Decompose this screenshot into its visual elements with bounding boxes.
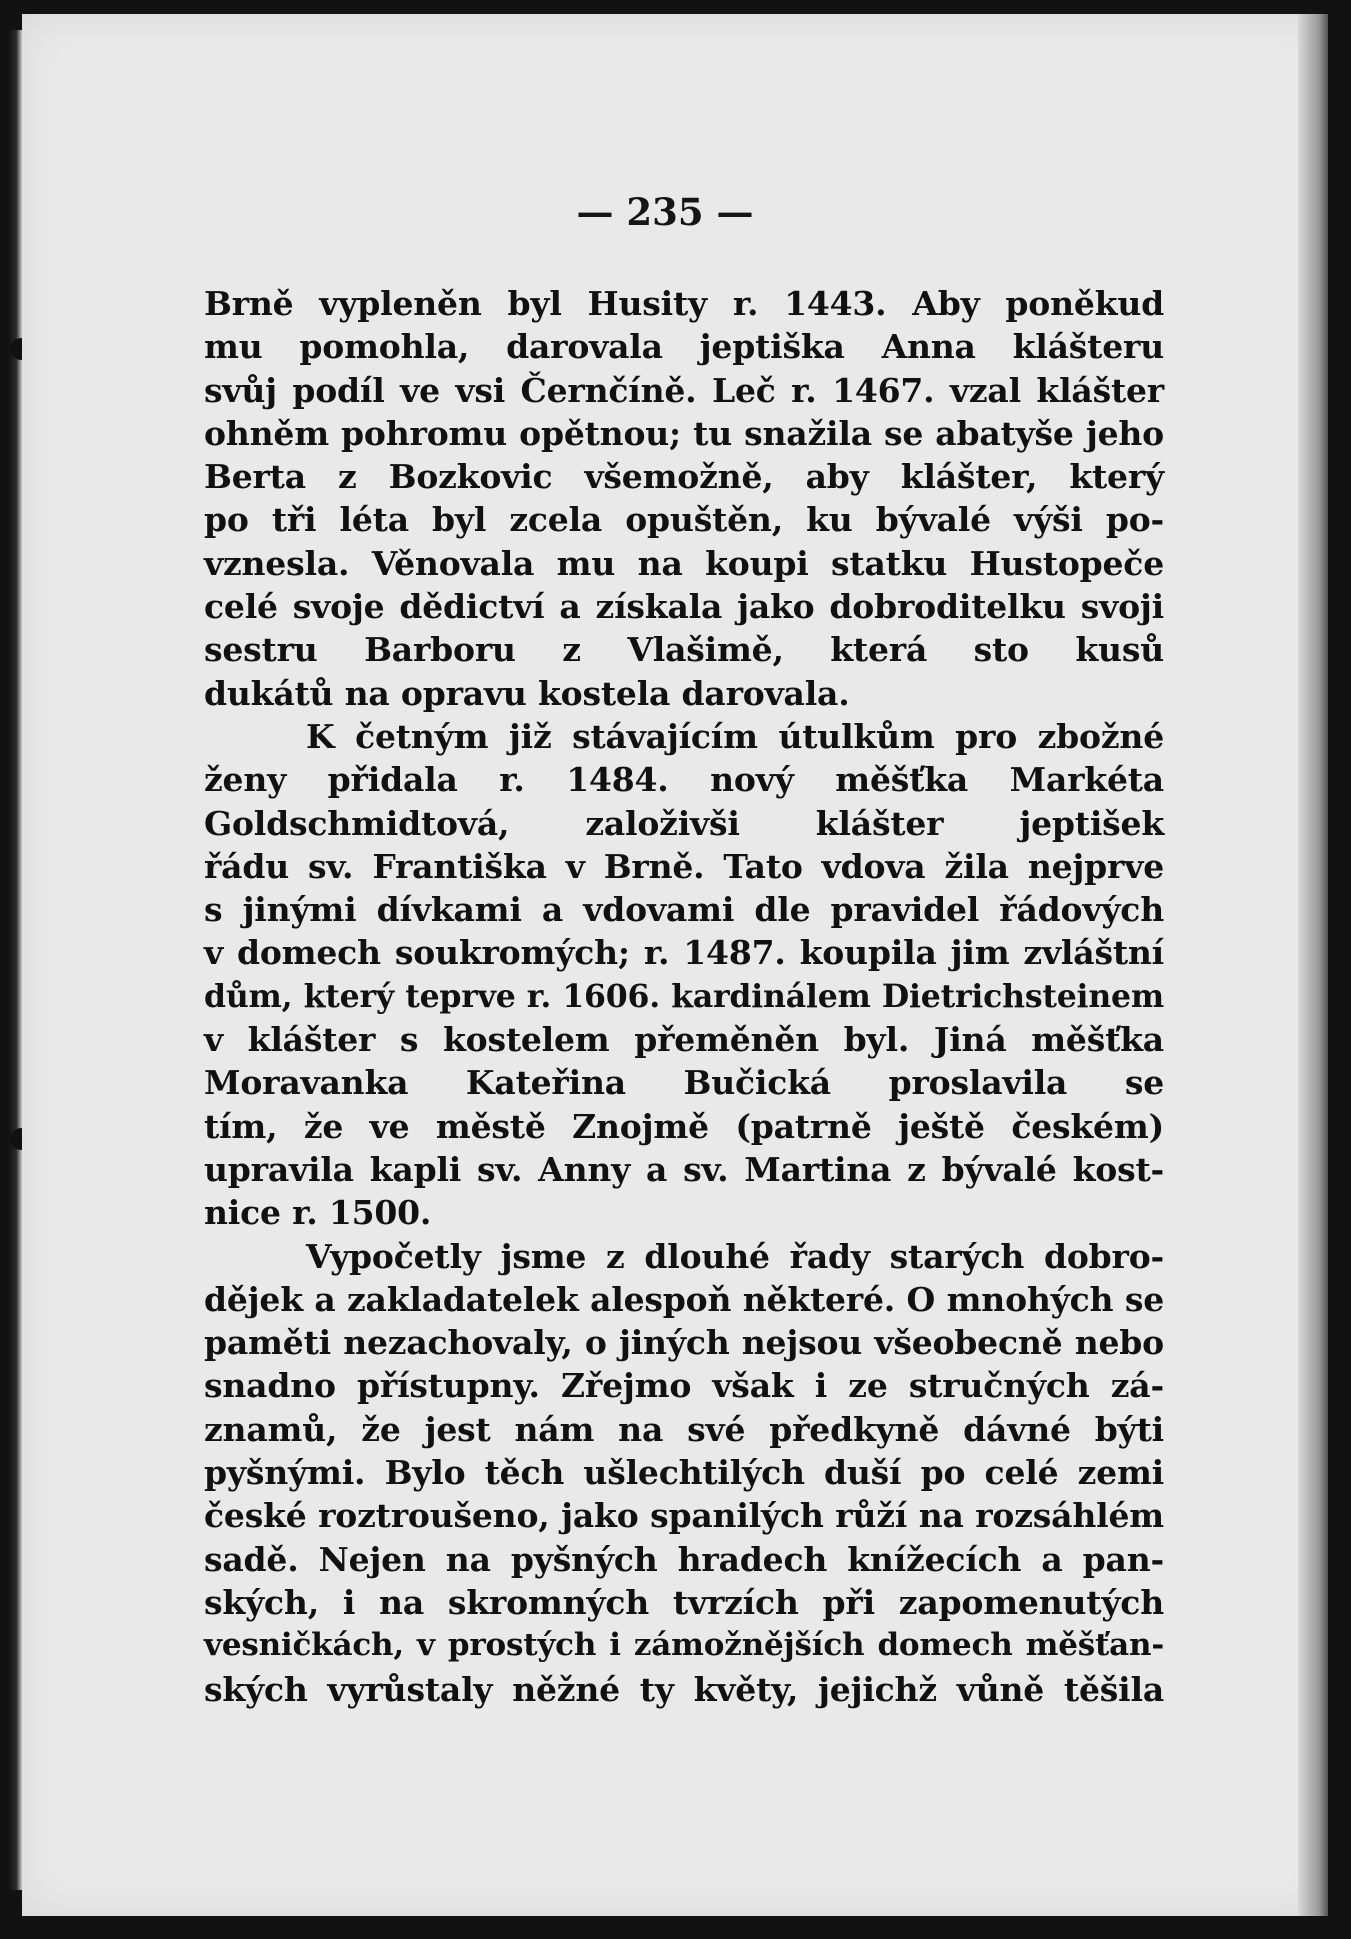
binding-edge bbox=[8, 30, 22, 1890]
text-line: upravila kapli sv. Anny a sv. Martina z bývalé kost- bbox=[204, 1149, 1164, 1189]
text-line: ských vyrůstaly něžné ty květy, jejichž vůně těšila bbox=[204, 1669, 1164, 1709]
text-line: nice r. 1500. bbox=[204, 1193, 432, 1233]
text-line: ských, i na skromných tvrzích při zapomenutých bbox=[204, 1582, 1164, 1622]
text-line: dějek a zakladatelek alespoň některé. O mnohých se bbox=[204, 1279, 1164, 1319]
text-line: české roztroušeno, jako spanilých růží na rozsáhlém bbox=[204, 1496, 1164, 1536]
text-line: po tři léta byl zcela opuštěn, ku bývalé výši po- bbox=[204, 500, 1164, 540]
text-line: Berta z Bozkovic všemožně, aby klášter, který bbox=[204, 457, 1164, 497]
text-line: dům, který teprve r. 1606. kardinálem Dietrichsteinem bbox=[204, 977, 1164, 1015]
text-line: dukátů na opravu kostela darovala. bbox=[204, 673, 850, 713]
text-line: sestru Barboru z Vlašimě, která sto kusů bbox=[204, 630, 1164, 670]
text-line: ohněm pohromu opětnou; tu snažila se abatyše jeho bbox=[204, 413, 1164, 453]
text-line: ženy přidala r. 1484. nový měšťka Markéta bbox=[204, 760, 1164, 800]
book-page bbox=[22, 14, 1328, 1916]
text-line: sadě. Nejen na pyšných hradech knížecích a pan- bbox=[204, 1539, 1164, 1579]
text-line: snadno přístupny. Zřejmo však i ze stručných zá- bbox=[204, 1366, 1164, 1406]
body-text bbox=[204, 282, 1164, 1711]
text-line: řádu sv. Františka v Brně. Tato vdova žila nejprve bbox=[204, 846, 1164, 886]
text-line: vznesla. Věnovala mu na koupi statku Hustopeče bbox=[204, 543, 1164, 583]
text-line: mu pomohla, darovala jeptiška Anna klášteru bbox=[204, 327, 1164, 367]
text-line: paměti nezachovaly, o jiných nejsou všeobecně nebo bbox=[204, 1323, 1164, 1363]
text-line: Brně vypleněn byl Husity r. 1443. Aby poněkud bbox=[204, 284, 1164, 323]
text-line: Goldschmidtová, založivši klášter jeptišek bbox=[204, 803, 1164, 843]
text-line: znamů, že jest nám na své předkyně dávné býti bbox=[204, 1409, 1164, 1449]
page-edge-shadow bbox=[1298, 14, 1328, 1916]
text-line: celé svoje dědictví a získala jako dobroditelku svoji bbox=[204, 587, 1164, 627]
text-line: v domech soukromých; r. 1487. koupila jim zvláštní bbox=[204, 933, 1164, 973]
text-line: v klášter s kostelem přeměněn byl. Jiná měšťka bbox=[204, 1020, 1164, 1060]
text-line: tím, že ve městě Znojmě (patrně ještě českém) bbox=[204, 1106, 1164, 1146]
text-line: s jinými dívkami a vdovami dle pravidel řádových bbox=[204, 890, 1164, 930]
text-line: svůj podíl ve vsi Černčíně. Leč r. 1467. vzal klášter bbox=[204, 370, 1164, 410]
page-number: — 235 — bbox=[576, 190, 754, 234]
text-line: vesničkách, v prostých i zámožnějších domech měšťan- bbox=[204, 1627, 1164, 1664]
text-line: K četným již stávajícím útulkům pro zbožné bbox=[306, 716, 1164, 756]
text-line: Moravanka Kateřina Bučická proslavila se bbox=[204, 1063, 1164, 1103]
text-line: Vypočetly jsme z dlouhé řady starých dobro- bbox=[306, 1236, 1164, 1276]
text-line: pyšnými. Bylo těch ušlechtilých duší po celé zemi bbox=[204, 1453, 1164, 1493]
